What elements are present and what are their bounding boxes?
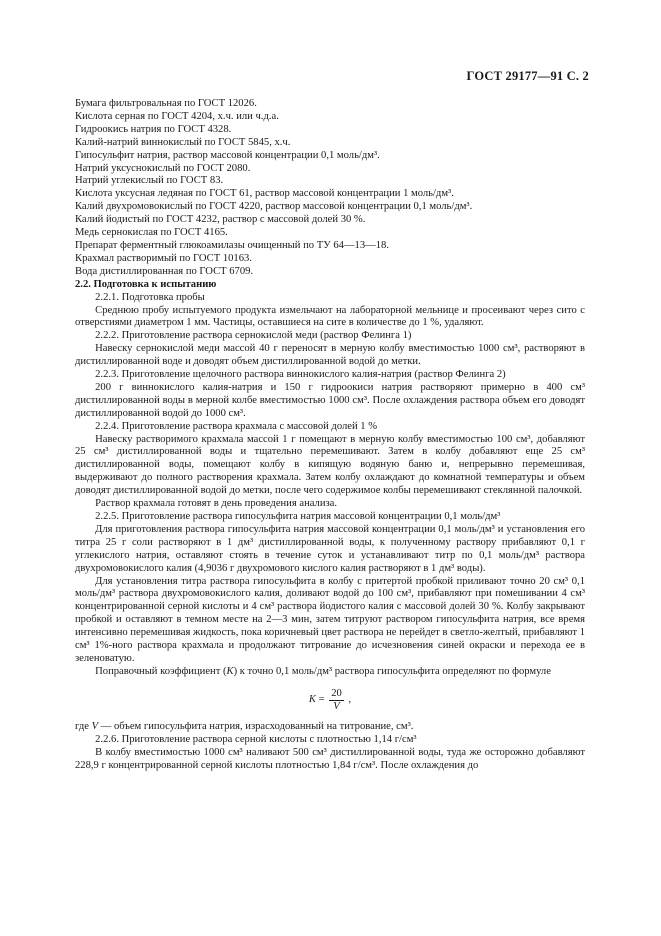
page-header: ГОСТ 29177—91 С. 2 [466,69,589,83]
text-fragment: где [75,720,92,732]
material-item: Бумага фильтровальная по ГОСТ 12026. [75,98,257,109]
material-item: Натрий углекислый по ГОСТ 83. [75,175,224,187]
variable-k: K [226,665,234,677]
paragraph: Для приготовления раствора гипосульфита натрия массовой концентрации 0,1 моль/дм³ и установления его титра 25 г соли растворяют в 1 дм³ дистиллированной воды, к полученному раствору прибавляют 0,1 г углекислого натрия, оставляют стоять в течение суток и устанавливают титр по 0,1 моль/дм³ раствора двухромовокислого калия (4,9036 г двухромового кислого калия растворяют в 1 дм³ воды). [75,523,585,574]
material-item: Натрий уксуснокислый по ГОСТ 2080. [75,162,251,174]
paragraph: Для установления титра раствора гипосульфита в колбу с притертой пробкой приливают точно 20 см³ 0,1 моль/дм³ раствора двухромовокислого калия, доливают водой до 100 см³, прибавляют при помешивании 4 см³ концентрированной серной кислоты и 4 см³ раствора йодистого калия с массовой долей 30 %. Колбу закрывают пробкой и оставляют в темном месте на 2—3 мин, затем титруют раствором гипосульфита натрия, все время интенсивно перемешивая жидкость, пока коричневый цвет раствора не перейдет в светло-желтый, прибавляют 1 см³ 1%-ного раствора крахмала и продолжают титрование до исчезновения синей окраски и перехода ее в зеленоватую. [75,575,586,664]
subsection-title: 2.2.2. Приготовление раствора сернокислой меди (раствор Фелинга 1) [95,330,412,342]
paragraph [75,666,585,679]
material-item: Гидроокись натрия по ГОСТ 4328. [75,123,232,135]
section-heading: 2.2. Подготовка к испытанию [75,278,217,290]
subsection-title: 2.2.6. Приготовление раствора серной кислоты с плотностью 1,14 г/см³ [95,733,417,745]
subsection-title: 2.2.1. Подготовка пробы [95,291,205,303]
formula-lhs: K [308,694,316,706]
formula [75,681,585,721]
material-item: Вода дистиллированная по ГОСТ 6709. [75,265,254,277]
material-item: Крахмал растворимый по ГОСТ 10163. [75,252,252,264]
paragraph: В колбу вместимостью 1000 см³ наливают 500 см³ дистиллированной воды, туда же осторожно добавляют 228,9 г концентрированной серной кислоты плотностью 1,84 г/см³. После охлаждения до [75,746,585,771]
document-body [75,98,585,772]
formula-legend [75,721,585,734]
material-item: Медь сернокислая по ГОСТ 4165. [75,227,228,239]
formula-fraction [329,688,344,713]
material-item: Калий двухромовокислый по ГОСТ 4220, раствор массовой концентрации 0,1 моль/дм³. [75,201,473,213]
text-fragment: ) к точно 0,1 моль/дм³ раствора гипосульфита определяют по формуле [233,665,551,677]
subsection-title: 2.2.3. Приготовление щелочного раствора виннокислого калия-натрия (раствор Фелинга 2) [95,369,506,381]
formula-tail: , [345,694,352,706]
variable-v: V [91,720,99,732]
text-fragment: Поправочный коэффициент ( [95,665,227,677]
material-item: Кислота серная по ГОСТ 4204, х.ч. или ч.д.а. [75,110,279,122]
paragraph-note: Раствор крахмала готовят в день проведения анализа. [95,498,338,510]
material-item: Калий йодистый по ГОСТ 4232, раствор с массовой долей 30 %. [75,214,366,226]
materials-list [75,98,585,279]
material-item: Гипосульфит натрия, раствор массовой концентрации 0,1 моль/дм³. [75,149,380,161]
paragraph: Среднюю пробу испытуемого продукта измельчают на лабораторной мельнице и просеивают через сито с отверстиями диаметром 1 мм. Частицы, оставшиеся на сите в количестве до 1 %, удаляют. [75,304,585,329]
material-item: Препарат ферментный глюкоамилазы очищенный по ТУ 64—13—18. [75,239,389,251]
paragraph: Навеску растворимого крахмала массой 1 г помещают в мерную колбу вместимостью 100 см³, добавляют 25 см³ дистиллированной воды и тщательно перемешивают. Затем в колбу добавляют еще 25 см³ дистиллированной воды, помещают колбу в кипящую водяную баню и, непрерывно перемешивая, выдерживают до полного растворения крахмала. Затем колбу охлаждают до комнатной температуры и объем доводят дистиллированной водой до метки, после чего содержимое колбы перемешивают стеклянной палочкой. [75,433,585,497]
material-item: Кислота уксусная ледяная по ГОСТ 61, раствор массовой концентрации 1 моль/дм³. [75,188,454,200]
material-item: Калий-натрий виннокислый по ГОСТ 5845, х.ч. [75,136,291,148]
text-fragment: — объем гипосульфита натрия, израсходованный на титрование, см³. [98,720,414,732]
paragraph: Навеску сернокислой меди массой 40 г переносят в мерную колбу вместимостью 1000 см³, растворяют в дистиллированной воде и доводят объем дистиллированной водой до метки. [75,343,585,368]
subsection-title: 2.2.5. Приготовление раствора гипосульфита натрия массовой концентрации 0,1 моль/дм³ [95,511,501,522]
paragraph: 200 г виннокислого калия-натрия и 150 г гидроокиси натрия растворяют примерно в 400 см³ дистиллированной воды в мерной колбе вместимостью 1000 см³. После охлаждения раствора объем его доводят дистиллированной водой до 1000 см³. [75,381,585,419]
formula-equals: = [315,694,328,706]
formula-denominator: V [333,701,340,713]
formula-numerator: 20 [331,688,342,700]
subsection-title: 2.2.4. Приготовление раствора крахмала с массовой долей 1 % [95,420,378,432]
